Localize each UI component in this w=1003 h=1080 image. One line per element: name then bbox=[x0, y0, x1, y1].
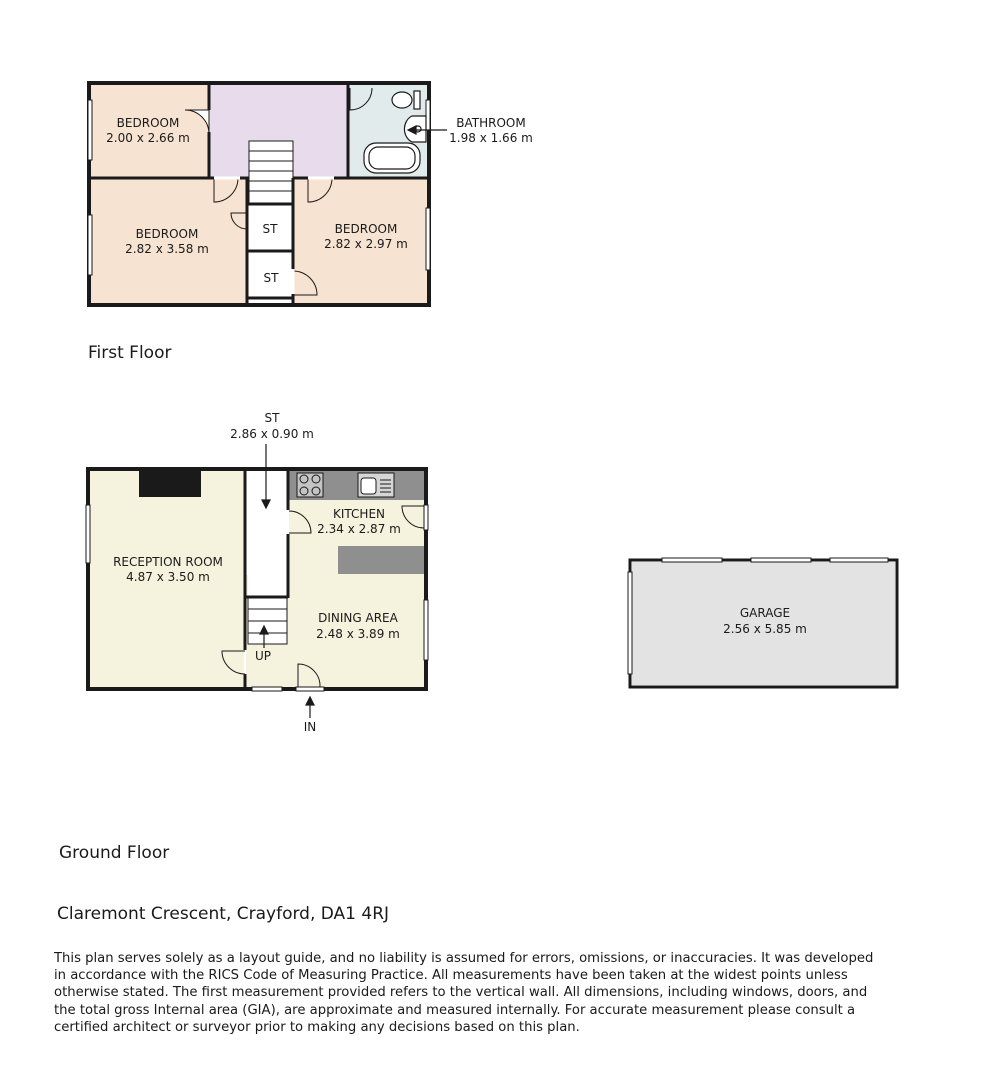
ground-floor-stairs bbox=[248, 598, 287, 644]
garage-name: GARAGE bbox=[739, 606, 791, 620]
bedroom-left-size: 2.82 x 3.58 m bbox=[125, 242, 209, 256]
ground-floor-plan bbox=[86, 411, 428, 734]
kitchen-island bbox=[338, 546, 424, 574]
dining-size: 2.48 x 3.89 m bbox=[316, 627, 400, 641]
toilet-icon bbox=[392, 92, 412, 108]
disclaimer-text: This plan serves solely as a layout guide, and no liability is assumed for errors, omissions, or inaccuracies. It was developed in accordance with the RICS Code of Measuring Practice. All measurements have been taken at the widest points unless otherwise stated. The first measurement provided refers to the vertical wall. All dimensions, including windows, doors, and the total gross Internal area (GIA), are approximate and measured internally. For accurate measurement please consult a certified architect or surveyor prior to making any decisions based on this plan. bbox=[54, 951, 874, 1035]
garage-size: 2.56 x 5.85 m bbox=[723, 622, 807, 636]
entrance-arrow bbox=[306, 697, 314, 718]
kitchen-sink-icon bbox=[358, 473, 394, 497]
bedroom-left-name: BEDROOM bbox=[135, 227, 199, 241]
kitchen-size: 2.34 x 2.87 m bbox=[317, 522, 401, 536]
bedroom-left-room bbox=[91, 179, 247, 303]
first-floor-title: First Floor bbox=[88, 343, 172, 363]
store-ground-name: ST bbox=[264, 411, 280, 425]
reception-size: 4.87 x 3.50 m bbox=[126, 570, 210, 584]
bedroom-right-size: 2.82 x 2.97 m bbox=[324, 237, 408, 251]
bedroom-small-name: BEDROOM bbox=[116, 116, 180, 130]
store-ground-size: 2.86 x 0.90 m bbox=[230, 427, 314, 441]
store-upper-label: ST bbox=[262, 222, 278, 236]
hob-icon bbox=[297, 473, 323, 497]
garage-plan bbox=[628, 558, 897, 687]
bedroom-small-size: 2.00 x 2.66 m bbox=[106, 131, 190, 145]
first-floor-stairs bbox=[249, 141, 293, 203]
fireplace-icon bbox=[139, 471, 201, 497]
reception-name: RECEPTION ROOM bbox=[113, 555, 223, 569]
first-floor-plan bbox=[88, 83, 533, 305]
store-lower-label: ST bbox=[263, 271, 279, 285]
dining-name: DINING AREA bbox=[318, 611, 398, 625]
bathroom-size: 1.98 x 1.66 m bbox=[449, 131, 533, 145]
stairs-up-label: UP bbox=[254, 649, 272, 663]
property-address: Claremont Crescent, Crayford, DA1 4RJ bbox=[57, 904, 390, 924]
store-ground-room bbox=[248, 471, 287, 597]
bathroom-name: BATHROOM bbox=[456, 116, 526, 130]
bedroom-right-name: BEDROOM bbox=[334, 222, 398, 236]
kitchen-name: KITCHEN bbox=[333, 507, 385, 521]
entrance-label: IN bbox=[303, 720, 317, 734]
ground-floor-title: Ground Floor bbox=[59, 843, 170, 863]
